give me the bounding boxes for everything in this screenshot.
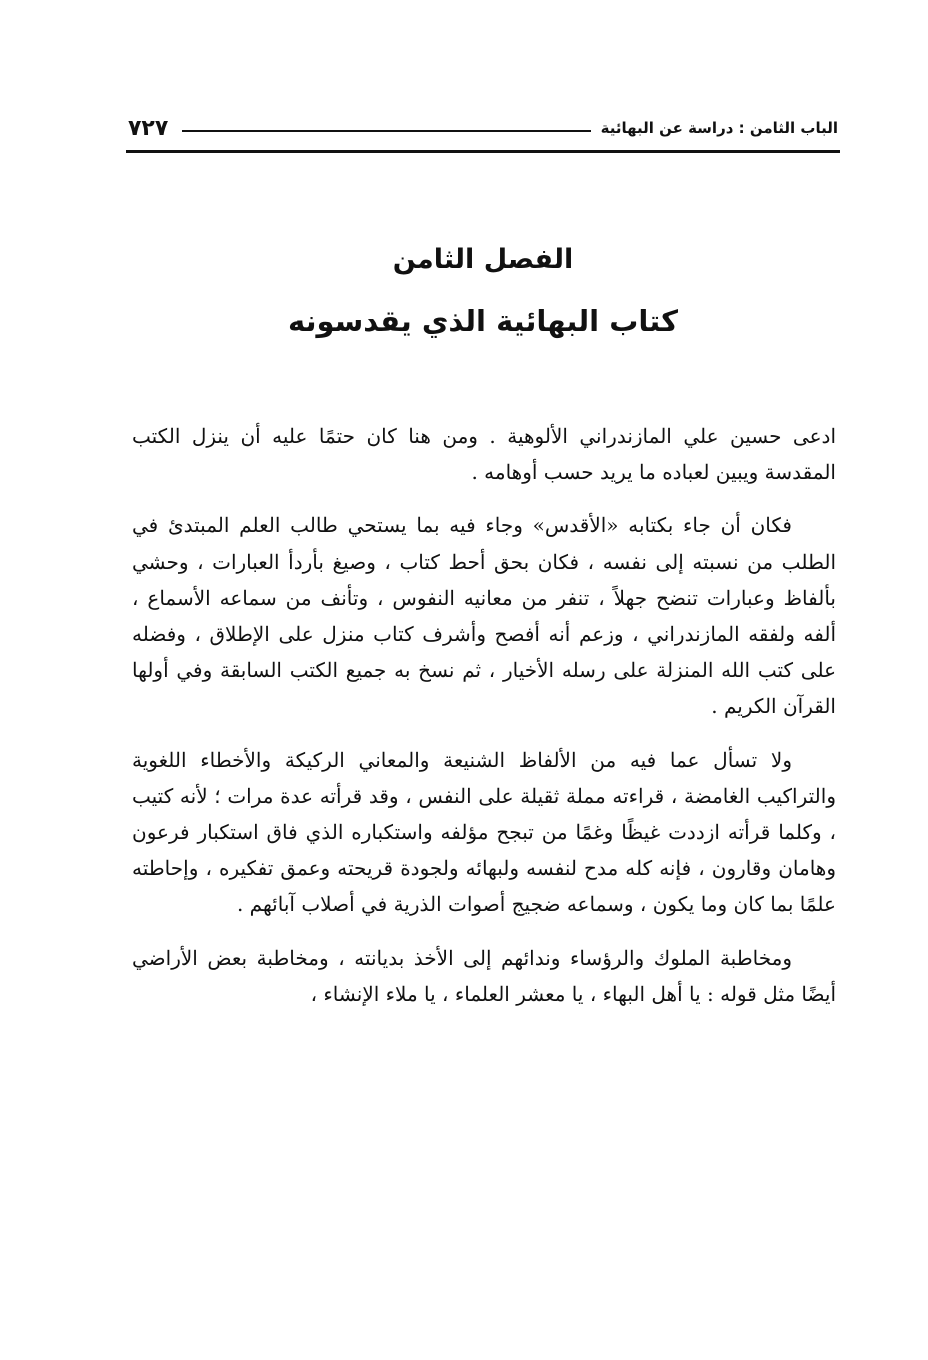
- paragraph: ولا تسأل عما فيه من الألفاظ الشنيعة والمعاني الركيكة والأخطاء اللغوية والتراكيب الغامضة ، قراءته مملة ثقيلة على النفس ، وقد قرأته عدة مرات ؛ لأنه كتيب ، وكلما قرأته ازددت غيظًا وغمًا من تبجح مؤلفه واستكباره الذي فاق استكبار فرعون وهامان وقارون ، فإنه كله مدح لنفسه ولبهائه ولجودة قريحته وعمق تفكيره ، وإحاطته علمًا بما كان وما يكون ، وسماعه ضجيج أصوات الذرية في أصلاب آبائهم .: [132, 747, 837, 917]
- paragraph: فكان أن جاء بكتابه «الأقدس» وجاء فيه بما يستحي طالب العلم المبتدئ في الطلب من نسبته إلى نفسه ، فكان بحق أحط كتاب ، وصيغ بأردأ العبارات ، وحشي بألفاظ وعبارات تنضح جهلاً ، تنفر من معانيه النفوس ، وتأنف من سماعه الأسماع ، ألفه ولفقه المازندراني ، وزعم أنه أفصح وأشرف كتاب منزل على الإطلاق ، وفضله على كتب الله المنزلة على رسله الأخيار ، ثم نسخ به جميع الكتب السابقة وفي أولها القرآن الكريم .: [132, 513, 837, 719]
- body-text: [132, 418, 836, 1029]
- chapter-label: الفصل الثامن: [392, 244, 574, 275]
- paragraph: ومخاطبة الملوك والرؤساء وندائهم إلى الأخذ بديانته ، ومخاطبة بعض الأراضي أيضًا مثل قوله : يا أهل البهاء ، يا معشر العلماء ، يا ملاء الإنشاء ،: [132, 945, 836, 1006]
- chapter-title: كتاب البهائية الذي يقدسونه: [288, 304, 678, 338]
- page-number: ٧٢٧: [128, 115, 169, 141]
- running-header: [128, 108, 838, 148]
- paragraph: ادعى حسين علي المازندراني الألوهية . ومن هنا كان حتمًا عليه أن ينزل الكتب المقدسة ويبين لعباده ما يريد حسب أوهامه .: [132, 424, 836, 485]
- header-rule: [126, 150, 840, 153]
- header-line: [182, 130, 590, 132]
- running-title: الباب الثامن : دراسة عن البهائية: [600, 119, 838, 137]
